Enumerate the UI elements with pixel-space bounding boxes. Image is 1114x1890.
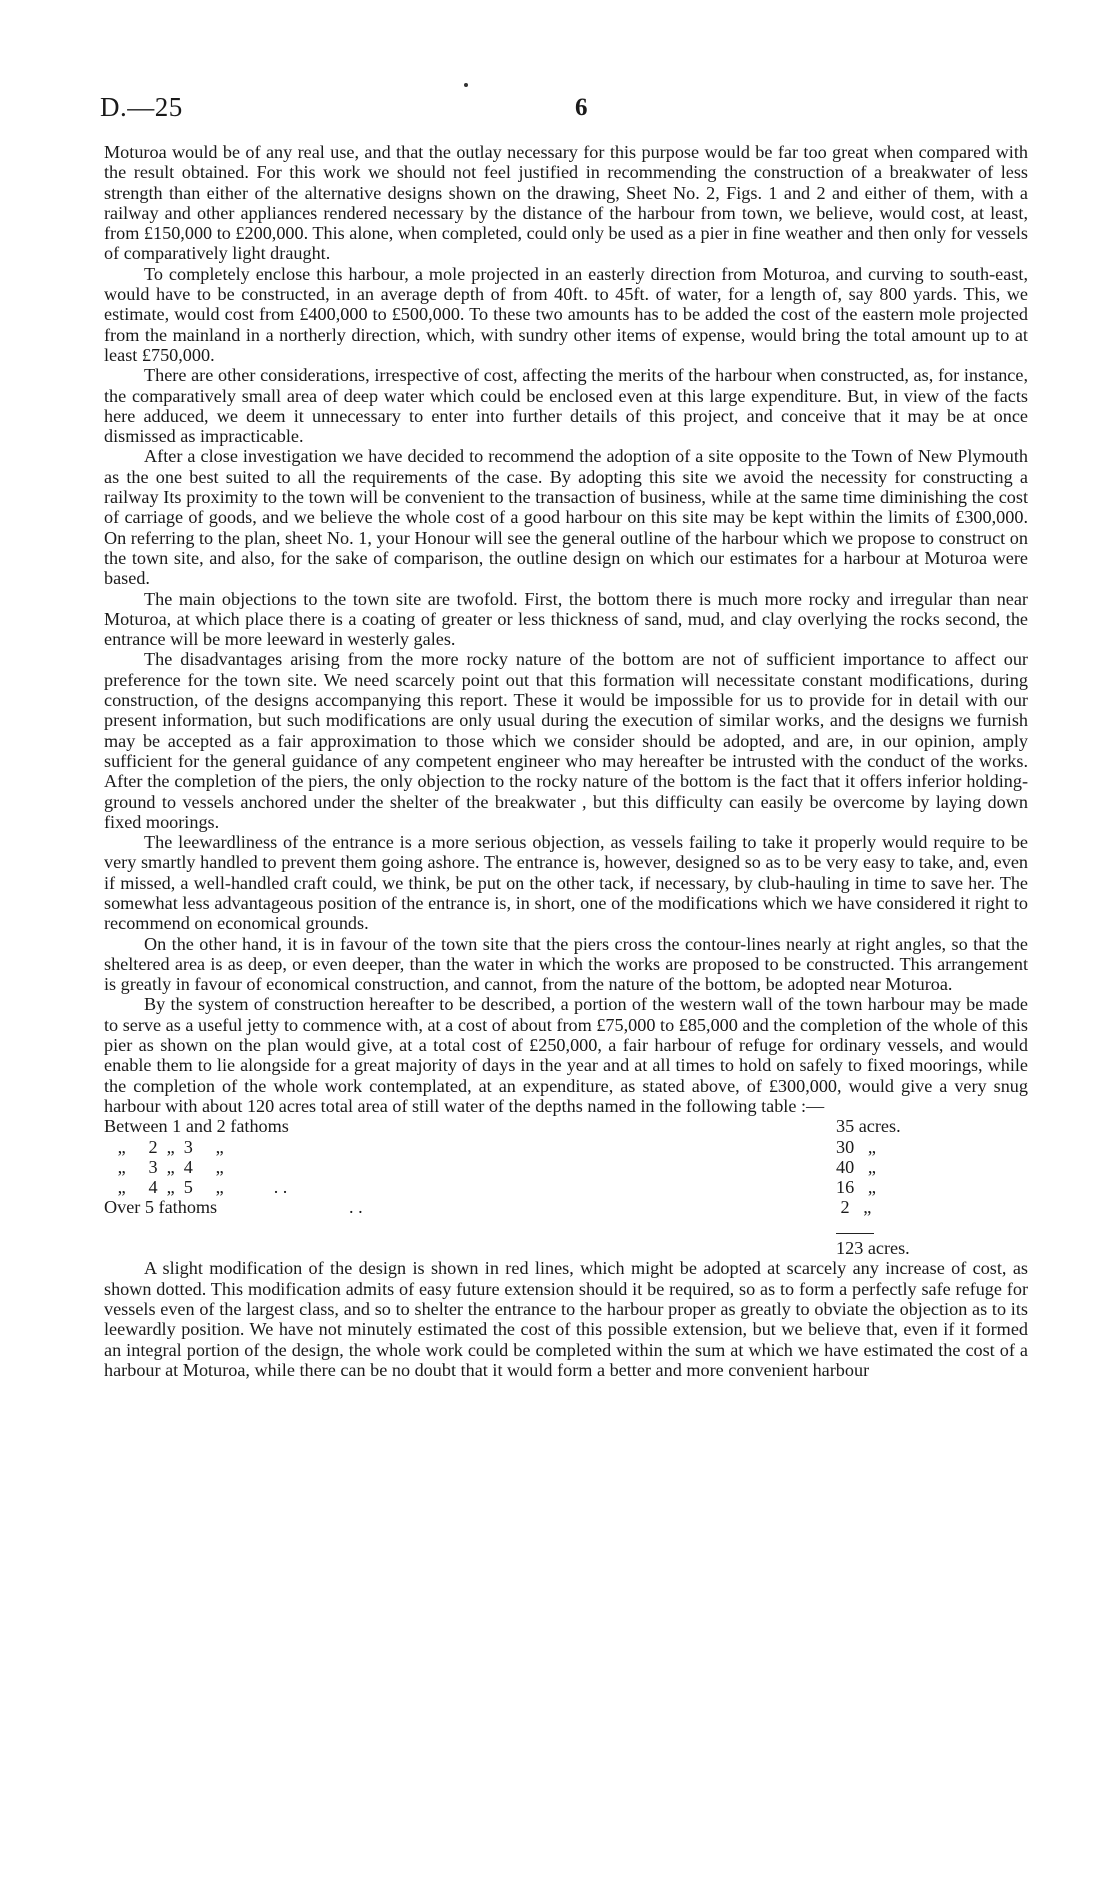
- area-value: 30 „: [836, 1136, 876, 1157]
- paragraph: By the system of construction hereafter to be described, a portion of the western wall of the town harbour may be made to serve as a useful jetty to commence with, at a cost of about from £75,000 to £85,000 and the completion of the whole of this pier as shown on the plan would give, at a total cost of £250,000, a fair harbour of refuge for ordinary vessels, and would enable them to lie alongside for a great majority of days in the year and at all times to hold on safely to fixed moorings, while the completion of the whole work contemplated, at an expenditure, as stated above, of £300,000, would give a very snug harbour with about 120 acres total area of still water of the depths named in the following table :—: [104, 994, 1028, 1116]
- table-row: [104, 1116, 1028, 1136]
- depth-label: „ 4 „ 5 „ . .: [104, 1177, 288, 1198]
- table-row: [104, 1137, 1028, 1157]
- table-row: [104, 1177, 1028, 1197]
- paragraph: The leewardliness of the entrance is a more serious objection, as vessels failing to take it properly would require to be very smartly handled to prevent them going ashore. The entrance is, however, designed so as to be very easy to take, and, even if missed, a well-handled craft could, we think, be put on the other tack, if necessary, by club-hauling in time to save her. The somewhat less advantageous position of the entrance is, in short, one of the modifications which we have considered it right to recommend on economical grounds.: [104, 832, 1028, 934]
- table-row: [104, 1197, 1028, 1217]
- page-reference: D.—25: [100, 92, 183, 122]
- table-total-row: [104, 1238, 1028, 1258]
- area-value: 16 „: [836, 1177, 876, 1198]
- paragraph: The disadvantages arising from the more rocky nature of the bottom are not of sufficient importance to affect our preference for the town site. We need scarcely point out that this formation will necessitate constant modifications, during construction, of the designs accompanying this report. These it would be impossible for us to provide for in detail with our present information, but such modifications are only usual during the execution of similar works, and the designs we furnish may be accepted as a fair approximation to those which we consider should be adopted, and are, in our opinion, amply sufficient for the general guidance of any competent engineer who may hereafter be intrusted with the conduct of the works. After the completion of the piers, the only objection to the rocky nature of the bottom is the fact that it offers inferior holding-ground to vessels anchored under the shelter of the breakwater , but this difficulty can easily be overcome by laying down fixed moorings.: [104, 649, 1028, 832]
- depth-label: Over 5 fathoms . .: [104, 1197, 363, 1218]
- paragraph: A slight modification of the design is shown in red lines, which might be adopted at scarcely any increase of cost, as shown dotted. This modification admits of easy future extension should it be required, so as to form a perfectly safe refuge for vessels even of the largest class, and so to shelter the entrance to the harbour proper as greatly to obviate the objection as to its leewardly position. We have not minutely estimated the cost of this possible extension, but we believe that, even if it formed an integral portion of the design, the whole work could be completed within the sum at which we have estimated the cost of a harbour at Moturoa, while there can be no doubt that it would form a better and more convenient harbour: [104, 1258, 1028, 1380]
- paragraph: To completely enclose this harbour, a mole projected in an easterly direction from Moturoa, and curving to south-east, would have to be constructed, in an average depth of from 40ft. to 45ft. of water, for a length of, say 800 yards. This, we estimate, would cost from £400,000 to £500,000. To these two amounts has to be added the cost of the eastern mole projected from the mainland in a northerly direction, which, with sundry other items of expense, would bring the total amount up to at least £750,000.: [104, 263, 1028, 365]
- depth-table: [104, 1116, 1028, 1258]
- depth-label: „ 2 „ 3 „: [104, 1136, 224, 1157]
- table-row: [104, 1157, 1028, 1177]
- paragraph: On the other hand, it is in favour of the town site that the piers cross the contour-lines nearly at right angles, so that the sheltered area is as deep, or even deeper, than the water in which the works are proposed to be constructed. This arrangement is greatly in favour of economical construction, and cannot, from the nature of the bottom, be adopted near Moturoa.: [104, 933, 1028, 995]
- paragraph: After a close investigation we have decided to recommend the adoption of a site opposite to the Town of New Plymouth as the one best suited to all the requirements of the case. By adopting this site we avoid the necessity for constructing a railway Its proximity to the town will be convenient to the transaction of business, while at the same time diminishing the cost of carriage of goods, and we believe the whole cost of a good harbour on this site may be kept within the limits of £300,000. On referring to the plan, sheet No. 1, your Honour will see the general outline of the harbour which we propose to construct on the town site, and also, for the sake of comparison, the outline design on which our estimates for a harbour at Moturoa were based.: [104, 446, 1028, 589]
- paragraph: There are other considerations, irrespective of cost, affecting the merits of the harbour when constructed, as, for instance, the comparatively small area of deep water which could be enclosed even at this large expenditure. But, in view of the facts here adduced, we deem it unnecessary to enter into further details of this project, and conceive that it may be at once dismissed as impracticable.: [104, 365, 1028, 447]
- total-value: 123 acres.: [836, 1238, 910, 1259]
- table-rule-row: [104, 1218, 1028, 1238]
- area-value: 35 acres.: [836, 1116, 901, 1137]
- paragraph: Moturoa would be of any real use, and that the outlay necessary for this purpose would be far too great when compared with the result obtained. For this work we should not feel justified in recommending the construction of a breakwater of less strength than either of the alternative designs shown on the drawing, Sheet No. 2, Figs. 1 and 2 and either of them, with a railway and other appliances rendered necessary by the distance of the harbour from town, we believe, would cost, at least, from £150,000 to £200,000. This alone, when completed, could only be used as a pier in fine weather and then only for vessels of comparatively light draught.: [104, 142, 1028, 264]
- area-value: 2 „: [836, 1197, 872, 1218]
- page-number: 6: [575, 94, 588, 121]
- paragraph: The main objections to the town site are twofold. First, the bottom there is much more rocky and irregular than near Moturoa, at which place there is a coating of greater or less thickness of sand, mud, and clay overlying the rocks second, the entrance will be more leeward in westerly gales.: [104, 588, 1028, 650]
- depth-label: „ 3 „ 4 „: [104, 1156, 224, 1177]
- print-mark: [464, 83, 468, 87]
- sum-rule: [836, 1233, 874, 1234]
- area-value: 40 „: [836, 1156, 876, 1177]
- body-text: [104, 142, 1028, 1380]
- depth-label: Between 1 and 2 fathoms: [104, 1116, 289, 1137]
